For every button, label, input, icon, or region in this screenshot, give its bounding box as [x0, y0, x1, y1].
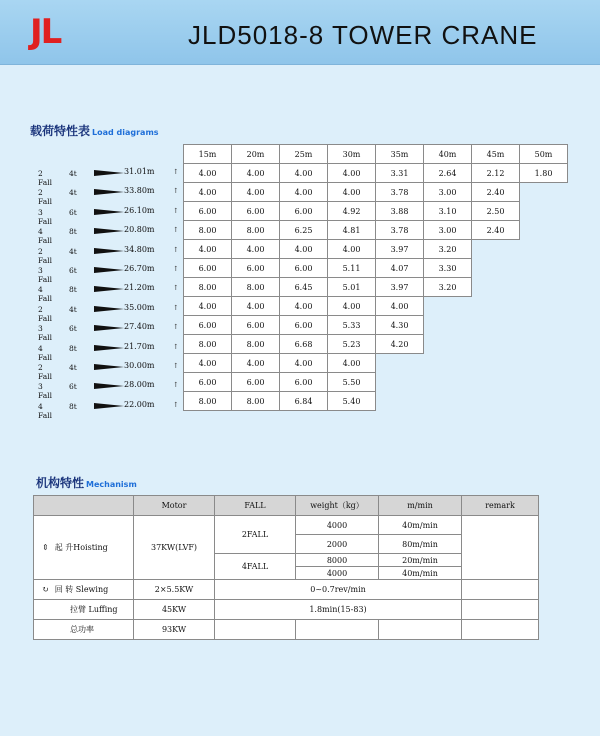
load-cell: 4.00 — [280, 354, 328, 373]
load-cell: 5.23 — [328, 335, 376, 354]
load-cell-empty — [520, 354, 568, 373]
load-cell: 4.00 — [232, 183, 280, 202]
jib-length-label: 33.80m — [124, 186, 155, 196]
mech-header-remark: remark — [462, 496, 539, 516]
load-cell-empty — [520, 202, 568, 221]
slewing-speed: 0~0.7rev/min — [215, 580, 462, 600]
load-row — [184, 278, 568, 297]
load-cell: 6.00 — [280, 373, 328, 392]
load-cell-empty — [472, 278, 520, 297]
load-cell: 5.01 — [328, 278, 376, 297]
arrow-icon — [94, 228, 124, 234]
load-cell-empty — [424, 335, 472, 354]
luffing-label: 拉臂 Luffing — [34, 600, 134, 620]
load-cell: 3.88 — [376, 202, 424, 221]
load-cell: 3.20 — [424, 278, 472, 297]
slewing-rotate-icon: ↻ — [42, 585, 49, 594]
total-power-label: 总功率 — [34, 620, 134, 640]
load-cell: 2.12 — [472, 164, 520, 183]
hoisting-remark — [462, 516, 539, 580]
luffing-remark — [462, 600, 539, 620]
hoisting-speed-1: 40m/min — [379, 516, 462, 535]
load-row — [184, 335, 568, 354]
tonnage-label: 8t — [69, 343, 77, 353]
load-cell-empty — [472, 392, 520, 411]
load-cell-empty — [520, 278, 568, 297]
slewing-label-cell — [34, 580, 134, 600]
mech-header-blank — [34, 496, 134, 516]
load-cell: 6.00 — [232, 259, 280, 278]
tick-icon: ↑ — [173, 284, 179, 293]
fall-label: 2 Fall — [38, 188, 52, 207]
slewing-label: 回 转 Slewing — [54, 585, 109, 594]
load-row — [184, 202, 568, 221]
load-cell: 4.00 — [328, 240, 376, 259]
load-header-row — [184, 145, 568, 164]
load-cell: 3.78 — [376, 221, 424, 240]
load-cell-empty — [472, 297, 520, 316]
load-cell: 4.81 — [328, 221, 376, 240]
load-cell-empty — [520, 183, 568, 202]
slewing-motor: 2×5.5KW — [134, 580, 215, 600]
tick-icon: ↑ — [173, 168, 179, 176]
load-cell: 8.00 — [232, 278, 280, 297]
arrow-icon — [94, 286, 124, 292]
load-cell-empty — [424, 373, 472, 392]
load-radius-header: 50m — [520, 145, 568, 164]
mechanism-table — [33, 495, 539, 640]
load-cell: 3.97 — [376, 240, 424, 259]
hoisting-speed-4: 40m/min — [379, 567, 462, 580]
load-cell: 5.50 — [328, 373, 376, 392]
load-cell: 5.33 — [328, 316, 376, 335]
tonnage-label: 8t — [69, 227, 77, 237]
load-cell: 4.00 — [232, 164, 280, 183]
load-cell: 4.00 — [280, 240, 328, 259]
tick-icon: ↑ — [173, 400, 179, 409]
fall-label: 2 Fall — [38, 169, 52, 187]
load-cell: 4.00 — [280, 183, 328, 202]
arrow-icon — [94, 170, 124, 176]
load-cell: 8.00 — [184, 278, 232, 297]
luffing-speed: 1.8min(15-83) — [215, 600, 462, 620]
load-row — [184, 392, 568, 411]
load-cell: 8.00 — [232, 392, 280, 411]
total-remark-blank — [462, 620, 539, 640]
fall-label: 2 Fall — [38, 246, 52, 265]
fall-label: 3 Fall — [38, 265, 52, 284]
arrow-icon — [94, 325, 124, 331]
luffing-motor: 45KW — [134, 600, 215, 620]
load-title-cn: 载荷特性表 — [30, 124, 91, 138]
load-cell: 3.00 — [424, 221, 472, 240]
tonnage-label: 8t — [69, 285, 77, 295]
load-cell: 6.84 — [280, 392, 328, 411]
arrow-icon — [94, 267, 124, 273]
tonnage-label: 4t — [69, 304, 77, 314]
load-cell-empty — [424, 354, 472, 373]
arrow-icon — [94, 306, 124, 312]
load-cell: 2.50 — [472, 202, 520, 221]
tick-icon: ↑ — [173, 342, 179, 351]
load-cell: 8.00 — [232, 221, 280, 240]
hoisting-label: 起 升Hoisting — [54, 543, 108, 552]
tick-icon: ↑ — [173, 187, 179, 196]
load-radius-header: 45m — [472, 145, 520, 164]
load-cell: 4.07 — [376, 259, 424, 278]
tick-icon: ↑ — [173, 361, 179, 370]
load-cell: 4.00 — [184, 183, 232, 202]
load-cell: 3.20 — [424, 240, 472, 259]
hoisting-fall-2: 2FALL — [215, 516, 296, 554]
load-cell-empty — [472, 335, 520, 354]
load-cell: 6.00 — [184, 259, 232, 278]
load-row — [184, 183, 568, 202]
tonnage-label: 6t — [69, 382, 77, 392]
load-cell: 6.00 — [280, 202, 328, 221]
load-cell: 6.00 — [280, 259, 328, 278]
load-cell: 2.64 — [424, 164, 472, 183]
load-cell: 4.92 — [328, 202, 376, 221]
load-cell-empty — [424, 316, 472, 335]
fall-label: 3 Fall — [38, 207, 52, 226]
load-cell: 8.00 — [232, 335, 280, 354]
load-cell-empty — [376, 373, 424, 392]
load-cell: 4.00 — [232, 240, 280, 259]
mech-title-cn: 机构特性 — [36, 476, 85, 490]
jib-length-label: 35.00m — [124, 302, 155, 312]
load-cell: 6.00 — [184, 373, 232, 392]
load-cell-empty — [520, 240, 568, 259]
load-cell: 5.40 — [328, 392, 376, 411]
load-cell-empty — [520, 373, 568, 392]
hoisting-label-cell — [34, 516, 134, 580]
tick-icon: ↑ — [173, 264, 179, 273]
jib-length-label: 20.80m — [124, 225, 155, 235]
load-cell: 6.00 — [232, 316, 280, 335]
load-cell-empty — [520, 221, 568, 240]
load-cell: 8.00 — [184, 335, 232, 354]
slewing-remark — [462, 580, 539, 600]
load-radius-header: 15m — [184, 145, 232, 164]
mech-header-speed: m/min — [379, 496, 462, 516]
hoisting-weight-1: 4000 — [296, 516, 379, 535]
load-cell: 4.00 — [328, 183, 376, 202]
load-cell-empty — [424, 297, 472, 316]
load-cell-empty — [520, 392, 568, 411]
load-cell: 1.80 — [520, 164, 568, 183]
load-cell-empty — [376, 354, 424, 373]
load-cell: 3.78 — [376, 183, 424, 202]
fall-label: 2 Fall — [38, 304, 52, 323]
arrow-icon — [94, 364, 124, 370]
page-title: JLD5018-8 TOWER CRANE — [188, 20, 538, 50]
load-cell: 2.40 — [472, 221, 520, 240]
tick-icon: ↑ — [173, 226, 179, 235]
jib-length-label: 21.20m — [124, 283, 155, 293]
load-cell: 5.11 — [328, 259, 376, 278]
load-cell: 4.30 — [376, 316, 424, 335]
hoisting-motor: 37KW(LVF) — [134, 516, 215, 580]
jib-length-label: 26.10m — [124, 205, 155, 215]
header-bar — [0, 0, 600, 65]
load-cell-empty — [472, 240, 520, 259]
load-row — [184, 354, 568, 373]
tick-icon: ↑ — [173, 245, 179, 254]
load-cell: 6.00 — [232, 373, 280, 392]
load-cell: 4.00 — [232, 297, 280, 316]
load-cell: 4.00 — [184, 240, 232, 259]
load-cell: 6.25 — [280, 221, 328, 240]
load-cell: 4.00 — [184, 297, 232, 316]
load-row — [184, 297, 568, 316]
load-cell: 4.20 — [376, 335, 424, 354]
jib-length-label: 26.70m — [124, 263, 155, 273]
load-cell: 3.97 — [376, 278, 424, 297]
fall-label: 2 Fall — [38, 362, 52, 381]
tonnage-label: 8t — [69, 401, 77, 411]
fall-label: 4 Fall — [38, 285, 52, 304]
load-cell: 3.00 — [424, 183, 472, 202]
hoisting-fall-4: 4FALL — [215, 554, 296, 580]
jib-length-label: 22.00m — [124, 399, 155, 409]
load-cell: 6.00 — [184, 202, 232, 221]
fall-label: 4 Fall — [38, 401, 52, 420]
hoisting-speed-3: 20m/min — [379, 554, 462, 567]
total-weight-blank — [296, 620, 379, 640]
load-cell: 4.00 — [376, 297, 424, 316]
load-cell: 6.00 — [232, 202, 280, 221]
jib-length-label: 28.00m — [124, 380, 155, 390]
fall-label: 3 Fall — [38, 382, 52, 401]
load-row — [184, 316, 568, 335]
mech-section-title — [36, 474, 137, 491]
load-cell: 4.00 — [232, 354, 280, 373]
load-radius-header: 30m — [328, 145, 376, 164]
load-cell-empty — [520, 335, 568, 354]
load-cell: 2.40 — [472, 183, 520, 202]
load-cell: 6.00 — [280, 316, 328, 335]
load-radius-header: 40m — [424, 145, 472, 164]
load-cell: 4.00 — [280, 164, 328, 183]
hoisting-speed-2: 80m/min — [379, 535, 462, 554]
tick-icon: ↑ — [173, 381, 179, 390]
jib-length-label: 21.70m — [124, 341, 155, 351]
arrow-icon — [94, 209, 124, 215]
load-cell: 4.00 — [328, 354, 376, 373]
load-table — [183, 144, 568, 411]
mech-header-weight: weight（kg） — [296, 496, 379, 516]
jib-length-label: 31.01m — [124, 167, 155, 176]
load-section-title — [30, 122, 159, 139]
tonnage-label: 4t — [69, 246, 77, 256]
total-speed-blank — [379, 620, 462, 640]
load-cell: 3.31 — [376, 164, 424, 183]
load-cell: 4.00 — [184, 164, 232, 183]
load-cell: 6.68 — [280, 335, 328, 354]
jib-length-label: 30.00m — [124, 360, 155, 370]
jib-length-label: 27.40m — [124, 322, 155, 332]
load-cell-empty — [424, 392, 472, 411]
load-row — [184, 164, 568, 183]
load-cell: 4.00 — [184, 354, 232, 373]
load-row — [184, 240, 568, 259]
load-cell: 8.00 — [184, 221, 232, 240]
arrow-icon — [94, 403, 124, 409]
load-row — [184, 259, 568, 278]
mech-header-motor: Motor — [134, 496, 215, 516]
hoisting-weight-2: 2000 — [296, 535, 379, 554]
tonnage-label: 6t — [69, 265, 77, 275]
load-cell: 3.30 — [424, 259, 472, 278]
load-cell: 3.10 — [424, 202, 472, 221]
load-cell: 6.45 — [280, 278, 328, 297]
load-cell: 4.00 — [328, 297, 376, 316]
arrow-icon — [94, 248, 124, 254]
total-fall-blank — [215, 620, 296, 640]
load-cell-empty — [472, 316, 520, 335]
mech-header-fall: FALL — [215, 496, 296, 516]
tonnage-label: 6t — [69, 324, 77, 334]
arrow-icon — [94, 189, 124, 195]
load-row — [184, 373, 568, 392]
jib-length-label: 34.80m — [124, 244, 155, 254]
mech-header-row — [34, 496, 539, 516]
load-cell-empty — [472, 259, 520, 278]
company-logo: JL — [30, 12, 61, 52]
tick-icon: ↑ — [173, 303, 179, 312]
fall-label: 3 Fall — [38, 324, 52, 343]
load-cell-empty — [520, 316, 568, 335]
fall-label: 4 Fall — [38, 227, 52, 246]
mech-title-en: Mechanism — [86, 480, 137, 489]
load-cell: 4.00 — [280, 297, 328, 316]
load-title-en: Load diagrams — [92, 128, 159, 137]
tonnage-label: 4t — [69, 362, 77, 372]
tick-icon: ↑ — [173, 323, 179, 332]
load-row — [184, 221, 568, 240]
fall-label: 4 Fall — [38, 343, 52, 362]
load-cell-empty — [472, 354, 520, 373]
tick-icon: ↑ — [173, 206, 179, 215]
load-radius-header: 35m — [376, 145, 424, 164]
load-cell: 8.00 — [184, 392, 232, 411]
load-cell: 6.00 — [184, 316, 232, 335]
load-cell-empty — [520, 259, 568, 278]
load-cell-empty — [520, 297, 568, 316]
hoist-arrows-icon: ⇕ — [42, 543, 49, 552]
tonnage-label: 6t — [69, 207, 77, 217]
total-power-value: 93KW — [134, 620, 215, 640]
load-cell-empty — [472, 373, 520, 392]
arrow-icon — [94, 345, 124, 351]
load-radius-header: 25m — [280, 145, 328, 164]
tonnage-label: 4t — [69, 169, 77, 178]
hoisting-weight-3: 8000 — [296, 554, 379, 567]
load-cell: 4.00 — [328, 164, 376, 183]
load-radius-header: 20m — [232, 145, 280, 164]
tonnage-label: 4t — [69, 188, 77, 198]
load-cell-empty — [376, 392, 424, 411]
hoisting-weight-4: 4000 — [296, 567, 379, 580]
arrow-icon — [94, 383, 124, 389]
